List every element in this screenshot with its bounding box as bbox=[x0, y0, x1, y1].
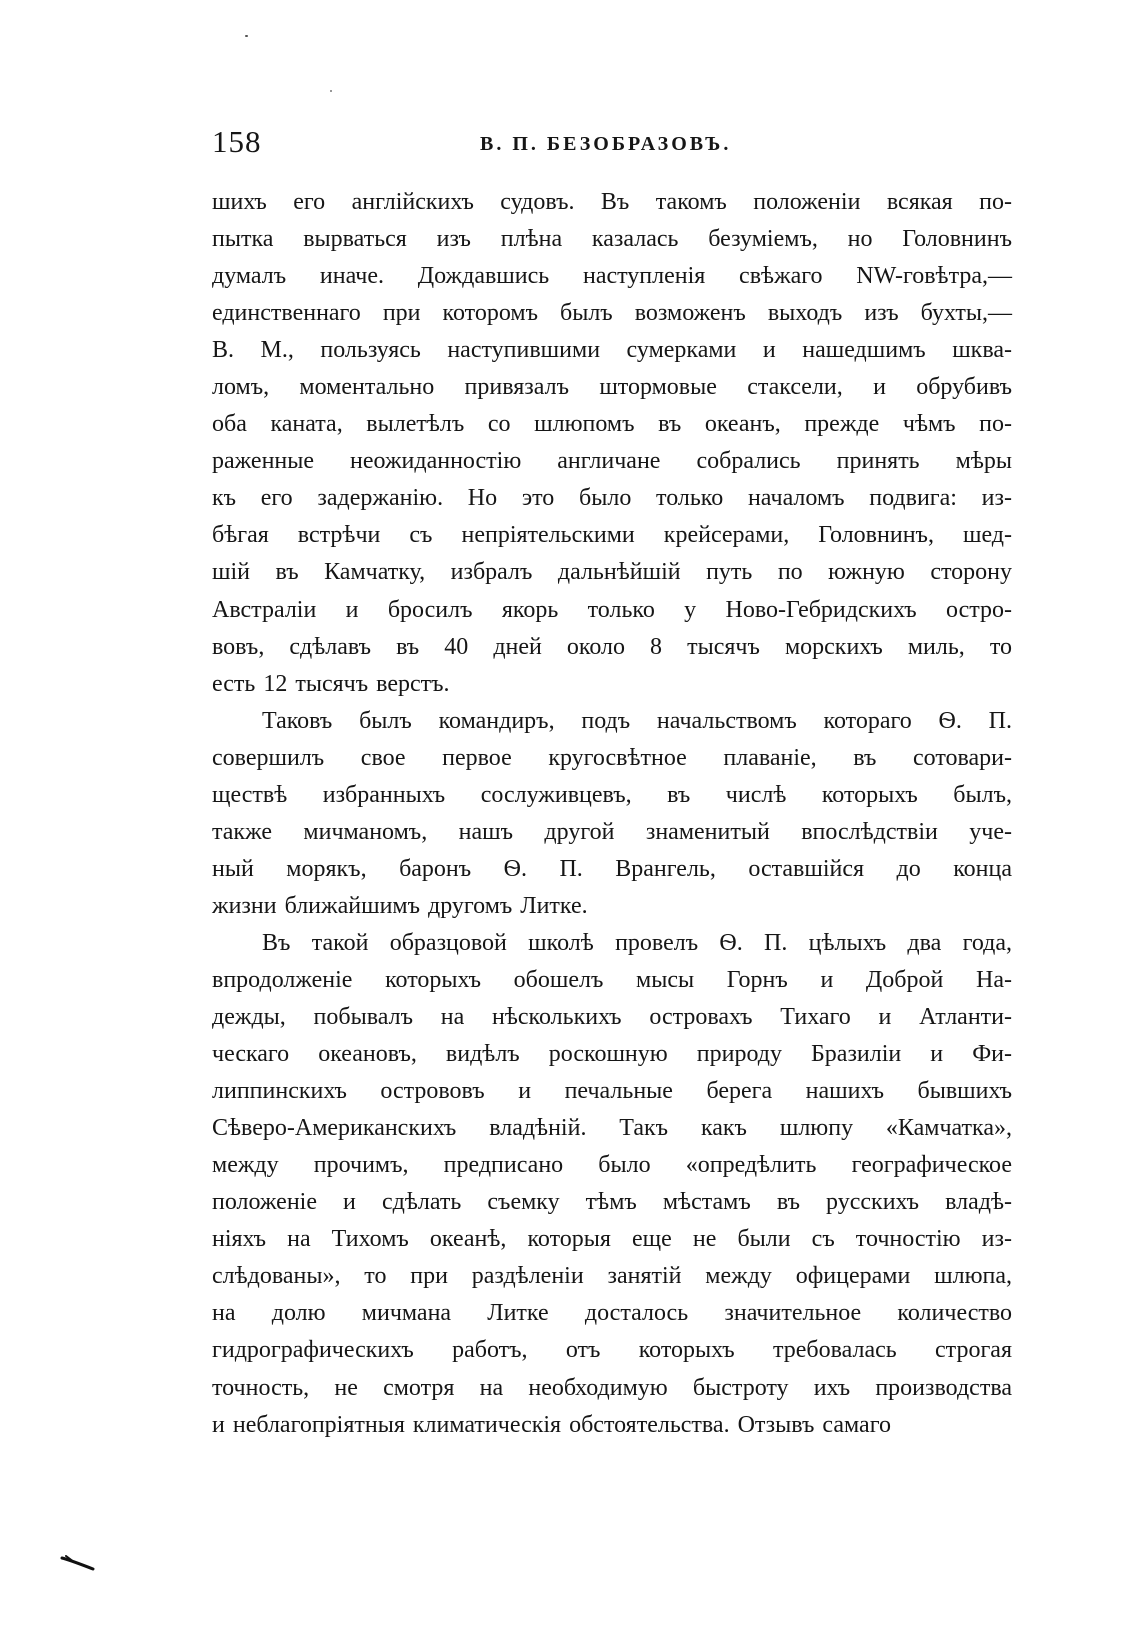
text-line: В. М., пользуясь наступившими сумерками и нашедшимъ шква- bbox=[212, 337, 1012, 364]
text-line: къ его задержанію. Но это было только началомъ подвига: из- bbox=[212, 485, 1012, 512]
page-header bbox=[212, 122, 1012, 162]
text-line: Австраліи и бросилъ якорь только у Ново-Гебридскихъ остро- bbox=[212, 596, 1012, 623]
text-line: ный морякъ, баронъ Ѳ. П. Врангель, оставшійся до конца bbox=[212, 855, 1012, 882]
margin-pencil-mark bbox=[60, 1555, 96, 1571]
text-line: гидрографическихъ работъ, отъ которыхъ требовалась строгая bbox=[212, 1337, 1012, 1364]
text-line: ществѣ избранныхъ сослуживцевъ, въ числѣ которыхъ былъ, bbox=[212, 781, 1012, 808]
text-line: на долю мичмана Литке досталось значительное количество bbox=[212, 1300, 1012, 1327]
page-number: 158 bbox=[212, 124, 262, 159]
text-line: впродолженіе которыхъ обошелъ мысы Горнъ и Доброй На- bbox=[212, 966, 1012, 993]
text-line: дежды, побывалъ на нѣсколькихъ островахъ Тихаго и Атланти- bbox=[212, 1004, 1012, 1031]
text-line: бѣгая встрѣчи съ непріятельскими крейсерами, Головнинъ, шед- bbox=[212, 522, 1012, 549]
text-line: точность, не смотря на необходимую быстроту ихъ производства bbox=[212, 1374, 1012, 1401]
text-line: положеніе и сдѣлать съемку тѣмъ мѣстамъ въ русскихъ владѣ- bbox=[212, 1189, 1012, 1216]
text-line: ломъ, моментально привязалъ штормовые стаксели, и обрубивъ bbox=[212, 374, 1012, 401]
text-line: совершилъ свое первое кругосвѣтное плаваніе, въ сотовари- bbox=[212, 744, 1012, 771]
text-line: и неблагопріятныя климатическія обстоятельства. Отзывъ самаго bbox=[212, 1411, 891, 1438]
text-line: также мичманомъ, нашъ другой знаменитый впослѣдствіи уче- bbox=[212, 818, 1012, 845]
text-line: вовъ, сдѣлавъ въ 40 дней около 8 тысячъ морскихъ миль, то bbox=[212, 633, 1012, 660]
text-line: пытка вырваться изъ плѣна казалась безуміемъ, но Головнинъ bbox=[212, 226, 1012, 253]
text-line: оба каната, вылетѣлъ со шлюпомъ въ океанъ, прежде чѣмъ по- bbox=[212, 411, 1012, 438]
text-line: ніяхъ на Тихомъ океанѣ, которыя еще не были съ точностію из- bbox=[212, 1226, 1012, 1253]
text-line: есть 12 тысячъ верстъ. bbox=[212, 670, 450, 697]
text-line: шій въ Камчатку, избралъ дальнѣйшій путь по южную сторону bbox=[212, 559, 1012, 586]
text-line: липпинскихъ острововъ и печальные берега нашихъ бывшихъ bbox=[212, 1078, 1012, 1105]
text-line: единственнаго при которомъ былъ возможенъ выходъ изъ бухты,— bbox=[212, 300, 1012, 327]
text-line: жизни ближайшимъ другомъ Литке. bbox=[212, 892, 588, 919]
ink-speck bbox=[245, 35, 248, 37]
ink-speck bbox=[330, 90, 332, 92]
text-line: раженные неожиданностію англичане собрались принять мѣры bbox=[212, 448, 1012, 475]
text-line: думалъ иначе. Дождавшись наступленія свѣжаго NW-говѣтра,— bbox=[212, 263, 1012, 290]
text-line: ческаго океановъ, видѣлъ роскошную природу Бразиліи и Фи- bbox=[212, 1041, 1012, 1068]
running-head: В. П. БЕЗОБРАЗОВЪ. bbox=[480, 133, 732, 155]
body-text bbox=[212, 184, 1012, 1444]
text-line: Въ такой образцовой школѣ провелъ Ѳ. П. цѣлыхъ два года, bbox=[262, 929, 1012, 956]
text-line: между прочимъ, предписано было «опредѣлить географическое bbox=[212, 1152, 1012, 1179]
text-line: Сѣверо-Американскихъ владѣній. Такъ какъ шлюпу «Камчатка», bbox=[212, 1115, 1012, 1142]
text-line: Таковъ былъ командиръ, подъ начальствомъ котораго Ѳ. П. bbox=[262, 707, 1012, 734]
text-line: шихъ его англійскихъ судовъ. Въ такомъ положеніи всякая по- bbox=[212, 189, 1012, 215]
text-line: слѣдованы», то при раздѣленіи занятій между офицерами шлюпа, bbox=[212, 1263, 1012, 1290]
